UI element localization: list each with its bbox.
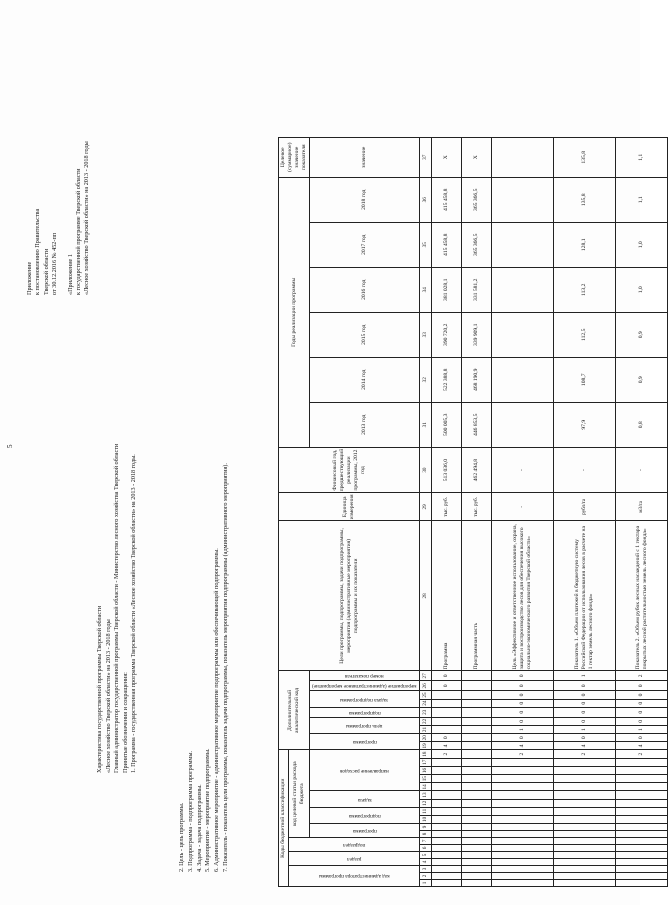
code-cell bbox=[554, 758, 616, 766]
target-value-cell: X bbox=[432, 137, 462, 177]
code-cell: 2 bbox=[616, 671, 668, 681]
header-label: подраздел bbox=[342, 842, 366, 848]
target-value-cell bbox=[492, 137, 554, 177]
code-cell bbox=[492, 859, 554, 866]
intro-block bbox=[96, 213, 139, 773]
header-label: номер показателя bbox=[345, 673, 384, 680]
column-number-cell: 7 bbox=[420, 838, 432, 845]
code-cell bbox=[462, 880, 492, 887]
target-value-cell: X bbox=[462, 137, 492, 177]
legend-item: 5. Мероприятие - мероприятие подпрограммы. bbox=[204, 748, 212, 872]
code-cell bbox=[432, 807, 462, 815]
row-name-cell: Программа bbox=[432, 521, 462, 671]
code-cell bbox=[462, 750, 492, 758]
year-value-cell: 331 581,2 bbox=[462, 267, 492, 312]
header-cell: Коды бюджетной классификации bbox=[279, 750, 289, 887]
header-label: цель программы bbox=[346, 722, 383, 729]
target-value-cell: 135,8 bbox=[554, 137, 616, 177]
code-cell: 2 bbox=[492, 750, 554, 758]
code-cell bbox=[432, 775, 462, 783]
legend-item: 6. Административное мероприятие - административное мероприятие подпрограммы или обеспечивающей подпрограммы. bbox=[213, 548, 221, 872]
code-cell bbox=[462, 852, 492, 859]
abbreviations-list bbox=[178, 463, 231, 872]
code-cell: 0 bbox=[616, 681, 668, 691]
code-cell bbox=[554, 799, 616, 807]
year-header: 2013 год bbox=[310, 402, 420, 447]
code-cell bbox=[462, 831, 492, 838]
base-year-cell: - bbox=[616, 447, 668, 493]
column-number-cell: 37 bbox=[420, 137, 432, 177]
code-cell: 0 bbox=[432, 671, 462, 681]
code-cell bbox=[616, 807, 668, 815]
code-cell bbox=[492, 824, 554, 831]
intro-title: Характеристика государственной программы Тверской области bbox=[96, 605, 103, 773]
column-number-cell: 34 bbox=[420, 267, 432, 312]
code-cell bbox=[432, 873, 462, 880]
column-number-cell: 36 bbox=[420, 177, 432, 222]
header-cell: Годы реализации программы bbox=[279, 177, 310, 447]
year-header: 2016 год bbox=[310, 267, 420, 312]
column-number-cell: 12 bbox=[420, 799, 432, 807]
unit-cell: - bbox=[492, 493, 554, 521]
code-cell bbox=[462, 783, 492, 791]
code-cell bbox=[554, 783, 616, 791]
code-cell bbox=[616, 775, 668, 783]
code-cell: 2 bbox=[554, 750, 616, 758]
code-cell bbox=[432, 852, 462, 859]
column-number-cell: 33 bbox=[420, 312, 432, 357]
header-label: программа bbox=[352, 828, 377, 834]
code-cell: 0 bbox=[432, 734, 462, 742]
code-cell bbox=[462, 791, 492, 799]
code-cell bbox=[492, 845, 554, 852]
column-number-cell: 19 bbox=[420, 742, 432, 750]
row-name-cell: Показатель 1. «Объем платежей в бюджетную систему Российской Федерации от использования лесов в расчете на 1 гектар земель лесного фонда» bbox=[554, 521, 616, 671]
year-value-cell: 0,9 bbox=[616, 312, 668, 357]
code-cell bbox=[554, 831, 616, 838]
column-number-cell: 10 bbox=[420, 815, 432, 823]
column-number-cell: 1 bbox=[420, 880, 432, 887]
header-label: код администратора программы bbox=[318, 873, 390, 880]
header-cell: Цели программы, подпрограммы, задачи подпрограммы, мероприятия (административные мероприятия) подпрограммы и их показатели bbox=[279, 521, 420, 671]
header-cell bbox=[310, 807, 420, 823]
column-number-cell: 11 bbox=[420, 807, 432, 815]
appendix-line: Приложение bbox=[26, 261, 33, 295]
code-cell: 0 bbox=[554, 691, 616, 699]
code-cell bbox=[462, 824, 492, 831]
header-label: раздел bbox=[346, 856, 362, 862]
code-cell bbox=[554, 880, 616, 887]
code-cell bbox=[432, 831, 462, 838]
code-cell: 0 bbox=[616, 691, 668, 699]
year-value-cell bbox=[492, 222, 554, 267]
code-cell bbox=[554, 815, 616, 823]
year-value-cell: 365 366,5 bbox=[462, 177, 492, 222]
code-cell bbox=[432, 824, 462, 831]
header-cell bbox=[310, 681, 420, 691]
code-cell: 0 bbox=[432, 681, 462, 691]
table-body bbox=[279, 137, 668, 886]
code-cell bbox=[462, 671, 492, 681]
column-number-cell: 14 bbox=[420, 783, 432, 791]
column-number-cell: 20 bbox=[420, 734, 432, 742]
code-cell bbox=[492, 783, 554, 791]
code-cell: 1 bbox=[554, 671, 616, 681]
header-cell bbox=[310, 734, 420, 750]
code-cell bbox=[616, 791, 668, 799]
column-number-cell: 5 bbox=[420, 852, 432, 859]
code-cell: 0 bbox=[492, 699, 554, 707]
column-number-cell: 31 bbox=[420, 402, 432, 447]
code-cell bbox=[492, 852, 554, 859]
code-cell bbox=[492, 791, 554, 799]
header-cell: Целевое (суммарное) значение показателя bbox=[279, 137, 310, 177]
header-cell bbox=[310, 824, 420, 838]
header-label: подпрограмма bbox=[348, 709, 381, 716]
appendix-header bbox=[26, 141, 92, 295]
code-cell bbox=[462, 699, 492, 707]
base-year-cell: - bbox=[554, 447, 616, 493]
header-cell: значение bbox=[310, 137, 420, 177]
code-cell bbox=[432, 699, 462, 707]
code-cell bbox=[554, 866, 616, 873]
column-number-row bbox=[420, 137, 432, 886]
header-cell bbox=[310, 717, 420, 733]
code-cell: 0 bbox=[554, 717, 616, 725]
year-value-cell: 446 853,5 bbox=[462, 402, 492, 447]
code-cell: 2 bbox=[616, 750, 668, 758]
table-row bbox=[462, 137, 492, 886]
column-number-cell: 27 bbox=[420, 671, 432, 681]
code-cell bbox=[462, 859, 492, 866]
code-cell bbox=[554, 859, 616, 866]
column-number-cell: 26 bbox=[420, 681, 432, 691]
code-cell bbox=[462, 766, 492, 774]
column-number-cell: 24 bbox=[420, 699, 432, 707]
header-cell: Дополнительный аналитический код bbox=[279, 671, 310, 750]
intro-line: Принятые обозначения и сокращения: bbox=[121, 672, 129, 773]
intro-line: 1. Программа - государственная программа Тверской области «Лесное хозяйство Тверской области» на 2013 - 2018 годы. bbox=[130, 454, 138, 773]
appendix-line: «Лесное хозяйство Тверской области» на 2013 - 2018 годы bbox=[83, 141, 91, 295]
column-number-cell: 6 bbox=[420, 845, 432, 852]
year-value-cell: 0,9 bbox=[616, 357, 668, 402]
page-number: 5 bbox=[6, 444, 14, 448]
target-value-cell: 1,1 bbox=[616, 137, 668, 177]
code-cell bbox=[432, 791, 462, 799]
code-cell: 0 bbox=[554, 681, 616, 691]
code-cell bbox=[616, 815, 668, 823]
appendix-line: «Приложение 1 bbox=[66, 254, 74, 295]
code-cell bbox=[462, 725, 492, 733]
intro-line: Главный администратор государственной программы Тверской области - Министерство лесного хозяйства Тверской области bbox=[113, 443, 121, 773]
year-value-cell: 468 190,9 bbox=[462, 357, 492, 402]
code-cell bbox=[616, 866, 668, 873]
base-year-cell: 513 036,0 bbox=[432, 447, 462, 493]
appendix-line: к государственной программе Тверской области bbox=[75, 168, 83, 295]
code-cell bbox=[492, 758, 554, 766]
code-cell: 0 bbox=[616, 734, 668, 742]
column-number-cell: 23 bbox=[420, 707, 432, 717]
code-cell bbox=[462, 845, 492, 852]
header-label: задача подпрограммы bbox=[340, 696, 389, 703]
code-cell bbox=[492, 766, 554, 774]
column-number-cell: 21 bbox=[420, 725, 432, 733]
code-cell: 0 bbox=[554, 734, 616, 742]
unit-cell: м3/га bbox=[616, 493, 668, 521]
code-cell bbox=[554, 852, 616, 859]
code-cell: 0 bbox=[492, 734, 554, 742]
code-cell bbox=[432, 815, 462, 823]
code-cell: 0 bbox=[492, 671, 554, 681]
header-cell bbox=[310, 750, 420, 791]
year-header: 2018 год bbox=[310, 177, 420, 222]
code-cell bbox=[492, 831, 554, 838]
year-value-cell bbox=[492, 402, 554, 447]
appendix-line: Тверской области bbox=[42, 248, 50, 295]
code-cell bbox=[616, 880, 668, 887]
column-number-cell: 22 bbox=[420, 717, 432, 725]
column-number-cell: 9 bbox=[420, 824, 432, 831]
year-value-cell: 390 720,2 bbox=[432, 312, 462, 357]
code-cell bbox=[432, 691, 462, 699]
table-row bbox=[492, 137, 554, 886]
code-cell bbox=[616, 824, 668, 831]
code-cell bbox=[462, 707, 492, 717]
code-cell bbox=[462, 799, 492, 807]
code-cell: 0 bbox=[616, 717, 668, 725]
header-label: направление расходов bbox=[340, 767, 389, 774]
header-cell bbox=[310, 791, 420, 807]
code-cell bbox=[492, 807, 554, 815]
column-number-cell: 8 bbox=[420, 831, 432, 838]
year-value-cell: 128,1 bbox=[554, 222, 616, 267]
year-value-cell bbox=[492, 177, 554, 222]
header-cell: Финансовый год, предшествующий реализации программы, 2012 год bbox=[279, 447, 420, 493]
code-cell bbox=[462, 691, 492, 699]
header-cell bbox=[310, 671, 420, 681]
code-cell bbox=[492, 815, 554, 823]
column-number-cell: 28 bbox=[420, 521, 432, 671]
header-label: программа bbox=[352, 739, 377, 746]
code-cell: 0 bbox=[554, 699, 616, 707]
code-cell bbox=[554, 775, 616, 783]
code-cell bbox=[432, 766, 462, 774]
code-cell: 0 bbox=[616, 707, 668, 717]
code-cell bbox=[492, 775, 554, 783]
year-header: 2014 год bbox=[310, 357, 420, 402]
year-value-cell: 1,0 bbox=[616, 222, 668, 267]
code-cell bbox=[616, 758, 668, 766]
header-cell bbox=[289, 866, 420, 887]
column-number-cell: 2 bbox=[420, 873, 432, 880]
code-cell bbox=[462, 838, 492, 845]
code-cell: 4 bbox=[554, 742, 616, 750]
code-cell bbox=[432, 799, 462, 807]
code-cell bbox=[432, 707, 462, 717]
code-cell bbox=[616, 799, 668, 807]
code-cell bbox=[616, 873, 668, 880]
year-value-cell: 415 458,8 bbox=[432, 177, 462, 222]
code-cell: 0 bbox=[492, 681, 554, 691]
code-cell bbox=[462, 815, 492, 823]
table-row bbox=[616, 137, 668, 886]
code-cell bbox=[554, 766, 616, 774]
code-cell bbox=[616, 766, 668, 774]
year-value-cell: 381 028,1 bbox=[432, 267, 462, 312]
code-cell bbox=[492, 866, 554, 873]
code-cell: 1 bbox=[492, 725, 554, 733]
year-value-cell: 112,5 bbox=[554, 312, 616, 357]
code-cell bbox=[616, 838, 668, 845]
code-cell bbox=[462, 717, 492, 725]
column-number-cell: 3 bbox=[420, 866, 432, 873]
appendix-line: к постановлению Правительства bbox=[34, 208, 42, 295]
code-cell bbox=[462, 742, 492, 750]
code-cell bbox=[462, 866, 492, 873]
code-cell bbox=[616, 852, 668, 859]
code-cell: 4 bbox=[432, 742, 462, 750]
header-cell bbox=[289, 838, 420, 852]
code-cell: 0 bbox=[616, 699, 668, 707]
code-cell bbox=[554, 807, 616, 815]
header-cell: Единица измерения bbox=[279, 493, 420, 521]
unit-cell: тыс. руб. bbox=[462, 493, 492, 521]
code-cell: 0 bbox=[492, 707, 554, 717]
code-cell bbox=[554, 845, 616, 852]
column-number-cell: 13 bbox=[420, 791, 432, 799]
code-cell bbox=[492, 873, 554, 880]
legend-item: 2. Цель - цель программы. bbox=[178, 802, 185, 872]
code-cell bbox=[462, 681, 492, 691]
column-number-cell: 30 bbox=[420, 447, 432, 493]
code-cell bbox=[616, 859, 668, 866]
code-cell: 4 bbox=[492, 742, 554, 750]
column-number-cell: 18 bbox=[420, 750, 432, 758]
code-cell bbox=[462, 873, 492, 880]
code-cell bbox=[462, 807, 492, 815]
header-cell: код целевой статьи расхода бюджета bbox=[289, 750, 310, 838]
column-number-cell: 29 bbox=[420, 493, 432, 521]
code-cell: 1 bbox=[616, 725, 668, 733]
code-cell bbox=[432, 725, 462, 733]
code-cell: 2 bbox=[432, 750, 462, 758]
program-table bbox=[278, 137, 668, 887]
table-row bbox=[432, 137, 462, 886]
year-value-cell: 500 005,3 bbox=[432, 402, 462, 447]
year-value-cell: 97,9 bbox=[554, 402, 616, 447]
code-cell bbox=[492, 838, 554, 845]
row-name-cell: Цель «Эффективное и ответственное использование, охрана, защита и воспроизводство лесов для обеспечения высокого социально-экономического развития Тверской области» bbox=[492, 521, 554, 671]
code-cell: 0 bbox=[554, 707, 616, 717]
year-value-cell: 135,8 bbox=[554, 177, 616, 222]
column-number-cell: 32 bbox=[420, 357, 432, 402]
year-value-cell: 415 458,8 bbox=[432, 222, 462, 267]
code-cell bbox=[432, 717, 462, 725]
code-cell: 1 bbox=[554, 725, 616, 733]
unit-cell: рубл/га bbox=[554, 493, 616, 521]
table-row bbox=[554, 137, 616, 886]
header-label: мероприятие (административное мероприятие) bbox=[312, 683, 417, 690]
code-cell: 0 bbox=[492, 691, 554, 699]
code-cell bbox=[492, 799, 554, 807]
year-value-cell: 0,8 bbox=[616, 402, 668, 447]
code-cell bbox=[492, 880, 554, 887]
year-value-cell bbox=[492, 267, 554, 312]
code-cell bbox=[432, 783, 462, 791]
base-year-cell: - bbox=[492, 447, 554, 493]
year-value-cell: 1,0 bbox=[616, 267, 668, 312]
base-year-cell: 462 494,8 bbox=[462, 447, 492, 493]
header-cell bbox=[289, 852, 420, 866]
code-cell: 4 bbox=[616, 742, 668, 750]
year-header: 2017 год bbox=[310, 222, 420, 267]
intro-title: «Лесное хозяйство Тверской области» на 2013 - 2018 годы bbox=[104, 619, 112, 773]
code-cell bbox=[432, 758, 462, 766]
column-number-cell: 16 bbox=[420, 766, 432, 774]
header-cell bbox=[310, 691, 420, 707]
column-number-cell: 4 bbox=[420, 859, 432, 866]
year-value-cell: 113,2 bbox=[554, 267, 616, 312]
year-value-cell: 1,1 bbox=[616, 177, 668, 222]
row-name-cell: Показатель 2. «Объем рубок лесных насаждений с 1 гектара покрытых лесной растительностью земель лесного фонда» bbox=[616, 521, 668, 671]
appendix-line: от 30.12.2016 № 452-пп bbox=[51, 232, 59, 295]
legend-item: 3. Подпрограмма - подпрограмма программы. bbox=[186, 750, 194, 872]
year-value-cell: 365 366,5 bbox=[462, 222, 492, 267]
year-value-cell: 339 909,1 bbox=[462, 312, 492, 357]
code-cell bbox=[432, 859, 462, 866]
code-cell bbox=[554, 873, 616, 880]
column-number-cell: 25 bbox=[420, 691, 432, 699]
header-label: задача bbox=[357, 796, 372, 803]
row-name-cell: Программная часть bbox=[462, 521, 492, 671]
header-row bbox=[279, 137, 289, 886]
code-cell bbox=[432, 866, 462, 873]
unit-cell: тыс. руб. bbox=[432, 493, 462, 521]
header-cell bbox=[310, 707, 420, 717]
code-cell bbox=[432, 838, 462, 845]
code-cell bbox=[616, 831, 668, 838]
column-number-cell: 35 bbox=[420, 222, 432, 267]
column-number-cell: 15 bbox=[420, 775, 432, 783]
code-cell bbox=[462, 734, 492, 742]
code-cell bbox=[616, 783, 668, 791]
header-label: подпрограмма bbox=[348, 812, 381, 819]
year-header: 2015 год bbox=[310, 312, 420, 357]
legend-item: 7. Показатель - показатель цели программы, показатель задачи подпрограммы, показатель мероприятия подпрограммы (административного мероприятия). bbox=[221, 463, 229, 872]
year-value-cell: 522 388,8 bbox=[432, 357, 462, 402]
code-cell bbox=[616, 845, 668, 852]
code-cell bbox=[432, 845, 462, 852]
code-cell bbox=[462, 758, 492, 766]
code-cell bbox=[554, 791, 616, 799]
legend-item: 4. Задача - задача подпрограммы. bbox=[195, 784, 203, 872]
year-value-cell: 108,7 bbox=[554, 357, 616, 402]
code-cell bbox=[462, 775, 492, 783]
code-cell: 0 bbox=[492, 717, 554, 725]
code-cell bbox=[554, 838, 616, 845]
code-cell bbox=[432, 880, 462, 887]
column-number-cell: 17 bbox=[420, 758, 432, 766]
code-cell bbox=[554, 824, 616, 831]
year-value-cell bbox=[492, 357, 554, 402]
year-value-cell bbox=[492, 312, 554, 357]
